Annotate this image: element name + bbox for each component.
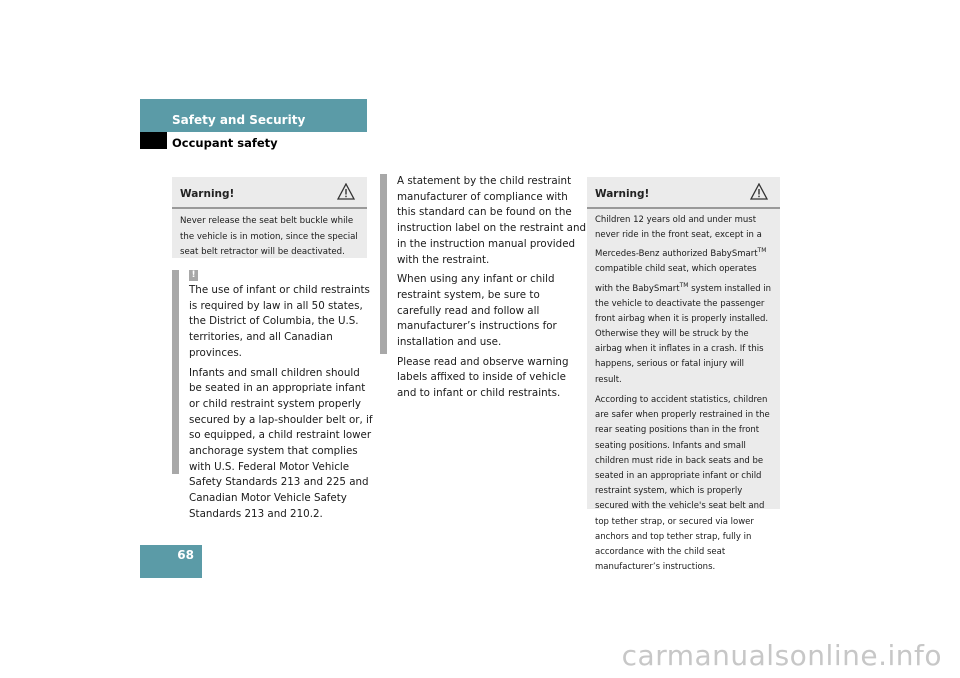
warning-title: Warning! — [595, 188, 650, 200]
trademark-mark: TM — [679, 281, 689, 289]
note-text — [397, 174, 587, 402]
warning-box-left — [172, 177, 367, 258]
warning-body — [587, 209, 780, 584]
note-paragraph: The use of infant or child restraints is required by law in all 50 states, the District of Columbia, the U.S. territories, and all Canadian provinces. — [189, 284, 370, 359]
warning-box-right — [587, 177, 780, 573]
warning-triangle-icon — [750, 183, 768, 200]
note-block-left — [172, 270, 375, 520]
page-number: 68 — [177, 548, 194, 562]
note-paragraph: When using any infant or child restraint system, be sure to carefully read and follow all manufacturer’s instructions for installation and use. — [397, 273, 557, 349]
note-block-middle — [380, 174, 587, 400]
subsection-title: Occupant safety — [172, 136, 278, 150]
warning-header — [587, 177, 780, 209]
warning-text-part: compatible child seat, which operates with the BabySmart — [595, 264, 757, 294]
note-paragraph: A statement by the child restraint manufacturer of compliance with this standard can be found on the instruction label on the restraint and in the instruction manual provided with the restraint. — [397, 175, 587, 266]
warning-text-part: system installed in the vehicle to deactivate the passenger front airbag when it is properly installed. Otherwise they will be struck by the airbag when it inflates in a crash. If this happens, serious or fatal injury will result. — [595, 283, 772, 385]
subsection-marker — [140, 132, 167, 149]
page-number-box — [140, 545, 202, 578]
warning-text: Never release the seat belt buckle while the vehicle is in motion, since the special seat belt retractor will be deactivated. — [180, 216, 358, 257]
warning-paragraph — [595, 213, 772, 388]
note-paragraph: Infants and small children should be seated in an appropriate infant or child restraint system properly secured by a lap-shoulder belt or, if so equipped, a child restraint lower anchorage system that complies with U.S. Federal Motor Vehicle Safety Standards 213 and 225 and Canadian Motor Vehicle Safety Standards 213 and 210.2. — [189, 366, 373, 520]
note-text — [189, 283, 375, 523]
warning-text-part: Children 12 years old and under must never ride in the front seat, except in a Mercedes-Benz authorized BabySmart — [595, 215, 762, 260]
note-exclamation-icon: ! — [189, 270, 198, 281]
section-title: Safety and Security — [172, 113, 306, 127]
warning-title: Warning! — [180, 188, 235, 200]
warning-body — [172, 209, 367, 270]
note-paragraph: Please read and observe warning labels affixed to inside of vehicle and to infant or child restraints. — [397, 355, 569, 400]
warning-header — [172, 177, 367, 209]
warning-paragraph: According to accident statistics, children are safer when properly restrained in the rear seating positions than in the front seating positions. Infants and small children must ride in back seats and be seated in an appropriate infant or child restraint system, which is properly secured with the vehicle's seat belt and top tether strap, or secured via lower anchors and top tether strap, fully in accordance with the child seat manufacturer’s instructions. — [595, 394, 770, 573]
warning-triangle-icon — [337, 183, 355, 200]
watermark: carmanualsonline.info — [621, 639, 942, 672]
trademark-mark: TM — [757, 247, 767, 255]
